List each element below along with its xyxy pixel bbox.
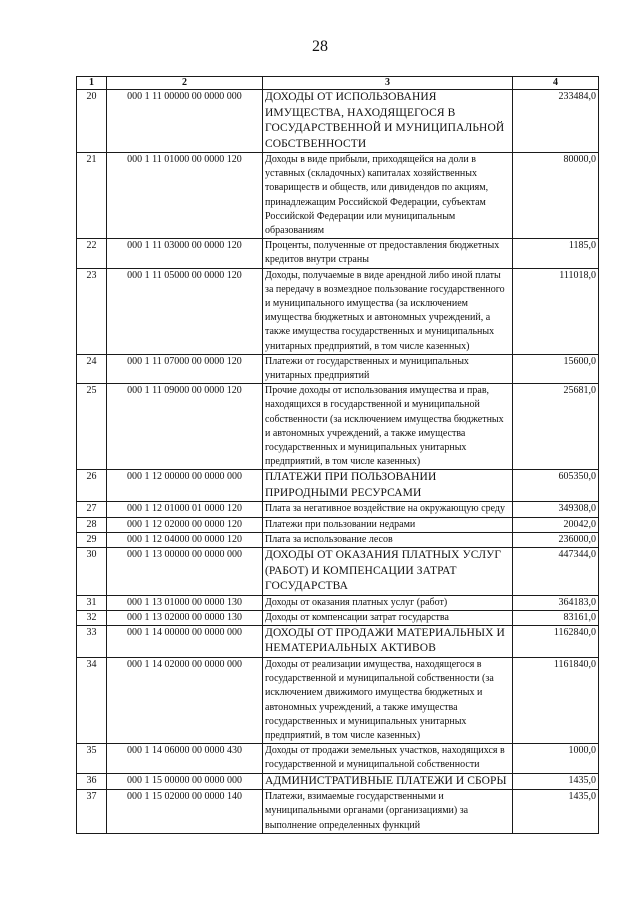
- row-number: 34: [77, 657, 107, 743]
- row-number: 23: [77, 268, 107, 354]
- classification-code: 000 1 14 02000 00 0000 000: [107, 657, 263, 743]
- row-number: 30: [77, 548, 107, 596]
- table-row: [77, 90, 599, 153]
- revenue-description: Доходы от реализации имущества, находящегося в государственной и муниципальной собственности (за исключением движимого имущества бюджетных и автономных учреждений, а также имущества государственных и муниципальных унитарных предприятий, в том числе казенных): [263, 657, 513, 743]
- table-row: [77, 354, 599, 383]
- table-row: [77, 548, 599, 596]
- classification-code: 000 1 11 07000 00 0000 120: [107, 354, 263, 383]
- revenue-description: ДОХОДЫ ОТ ИСПОЛЬЗОВАНИЯ ИМУЩЕСТВА, НАХОДЯЩЕГОСЯ В ГОСУДАРСТВЕННОЙ И МУНИЦИПАЛЬНОЙ СОБСТВЕННОСТИ: [263, 90, 513, 153]
- revenue-description: Платежи при пользовании недрами: [263, 517, 513, 532]
- classification-code: 000 1 13 02000 00 0000 130: [107, 610, 263, 625]
- table-row: [77, 790, 599, 834]
- revenue-amount: 1162840,0: [513, 625, 599, 657]
- classification-code: 000 1 14 00000 00 0000 000: [107, 625, 263, 657]
- revenue-description: ПЛАТЕЖИ ПРИ ПОЛЬЗОВАНИИ ПРИРОДНЫМИ РЕСУРСАМИ: [263, 470, 513, 502]
- row-number: 24: [77, 354, 107, 383]
- table-row: [77, 153, 599, 239]
- revenue-amount: 236000,0: [513, 532, 599, 547]
- table-row: [77, 773, 599, 790]
- revenue-amount: 364183,0: [513, 595, 599, 610]
- row-number: 31: [77, 595, 107, 610]
- table-row: [77, 744, 599, 773]
- row-number: 33: [77, 625, 107, 657]
- revenue-amount: 605350,0: [513, 470, 599, 502]
- revenue-description: Доходы в виде прибыли, приходящейся на доли в уставных (складочных) капиталах хозяйственных товариществ и обществ, или дивидендов по акциям, принадлежащим Российской Федерации, субъектам Российской Федерации или муниципальным образованиям: [263, 153, 513, 239]
- row-number: 29: [77, 532, 107, 547]
- row-number: 36: [77, 773, 107, 790]
- classification-code: 000 1 11 05000 00 0000 120: [107, 268, 263, 354]
- revenue-amount: 1435,0: [513, 773, 599, 790]
- row-number: 21: [77, 153, 107, 239]
- row-number: 26: [77, 470, 107, 502]
- revenue-amount: 233484,0: [513, 90, 599, 153]
- revenue-description: Платежи от государственных и муниципальных унитарных предприятий: [263, 354, 513, 383]
- revenue-amount: 447344,0: [513, 548, 599, 596]
- revenue-description: АДМИНИСТРАТИВНЫЕ ПЛАТЕЖИ И СБОРЫ: [263, 773, 513, 790]
- classification-code: 000 1 13 00000 00 0000 000: [107, 548, 263, 596]
- revenue-description: Прочие доходы от использования имущества и прав, находящихся в государственной и муниципальной собственности (за исключением имущества бюджетных и автономных учреждений, а также имущества государственных и муниципальных унитарных предприятий, в том числе казенных): [263, 384, 513, 470]
- revenue-description: Проценты, полученные от предоставления бюджетных кредитов внутри страны: [263, 239, 513, 268]
- revenue-amount: 15600,0: [513, 354, 599, 383]
- page-number: 28: [312, 38, 328, 55]
- classification-code: 000 1 12 01000 01 0000 120: [107, 502, 263, 517]
- row-number: 35: [77, 744, 107, 773]
- revenue-amount: 111018,0: [513, 268, 599, 354]
- revenue-amount: 1161840,0: [513, 657, 599, 743]
- table-row: [77, 610, 599, 625]
- header-col-1: 1: [77, 77, 107, 90]
- revenue-amount: 83161,0: [513, 610, 599, 625]
- row-number: 25: [77, 384, 107, 470]
- classification-code: 000 1 15 02000 00 0000 140: [107, 790, 263, 834]
- revenue-table: [76, 76, 599, 834]
- revenue-amount: 1185,0: [513, 239, 599, 268]
- table-row: [77, 532, 599, 547]
- revenue-amount: 349308,0: [513, 502, 599, 517]
- row-number: 27: [77, 502, 107, 517]
- row-number: 32: [77, 610, 107, 625]
- revenue-amount: 25681,0: [513, 384, 599, 470]
- classification-code: 000 1 11 09000 00 0000 120: [107, 384, 263, 470]
- row-number: 28: [77, 517, 107, 532]
- table-row: [77, 502, 599, 517]
- table-row: [77, 517, 599, 532]
- classification-code: 000 1 12 00000 00 0000 000: [107, 470, 263, 502]
- table-row: [77, 625, 599, 657]
- table-row: [77, 384, 599, 470]
- row-number: 22: [77, 239, 107, 268]
- classification-code: 000 1 11 01000 00 0000 120: [107, 153, 263, 239]
- row-number: 37: [77, 790, 107, 834]
- revenue-description: Доходы от оказания платных услуг (работ): [263, 595, 513, 610]
- table-header-row: [77, 77, 599, 90]
- table-row: [77, 239, 599, 268]
- classification-code: 000 1 12 04000 00 0000 120: [107, 532, 263, 547]
- table-row: [77, 470, 599, 502]
- row-number: 20: [77, 90, 107, 153]
- revenue-description: Доходы от продажи земельных участков, находящихся в государственной и муниципальной собственности: [263, 744, 513, 773]
- classification-code: 000 1 11 03000 00 0000 120: [107, 239, 263, 268]
- table-row: [77, 595, 599, 610]
- revenue-description: Плата за негативное воздействие на окружающую среду: [263, 502, 513, 517]
- classification-code: 000 1 13 01000 00 0000 130: [107, 595, 263, 610]
- header-col-4: 4: [513, 77, 599, 90]
- revenue-description: Доходы, получаемые в виде арендной либо иной платы за передачу в возмездное пользование государственного и муниципального имущества (за исключением имущества бюджетных и автономных учреждений, а также имущества государственных и муниципальных унитарных предприятий, в том числе казенных): [263, 268, 513, 354]
- revenue-amount: 80000,0: [513, 153, 599, 239]
- header-col-2: 2: [107, 77, 263, 90]
- revenue-description: Платежи, взимаемые государственными и муниципальными органами (организациями) за выполнение определенных функций: [263, 790, 513, 834]
- revenue-amount: 20042,0: [513, 517, 599, 532]
- revenue-amount: 1435,0: [513, 790, 599, 834]
- classification-code: 000 1 12 02000 00 0000 120: [107, 517, 263, 532]
- classification-code: 000 1 11 00000 00 0000 000: [107, 90, 263, 153]
- classification-code: 000 1 14 06000 00 0000 430: [107, 744, 263, 773]
- revenue-description: Плата за использование лесов: [263, 532, 513, 547]
- revenue-description: Доходы от компенсации затрат государства: [263, 610, 513, 625]
- header-col-3: 3: [263, 77, 513, 90]
- table-row: [77, 657, 599, 743]
- revenue-description: ДОХОДЫ ОТ ОКАЗАНИЯ ПЛАТНЫХ УСЛУГ (РАБОТ) И КОМПЕНСАЦИИ ЗАТРАТ ГОСУДАРСТВА: [263, 548, 513, 596]
- table-row: [77, 268, 599, 354]
- revenue-description: ДОХОДЫ ОТ ПРОДАЖИ МАТЕРИАЛЬНЫХ И НЕМАТЕРИАЛЬНЫХ АКТИВОВ: [263, 625, 513, 657]
- revenue-amount: 1000,0: [513, 744, 599, 773]
- classification-code: 000 1 15 00000 00 0000 000: [107, 773, 263, 790]
